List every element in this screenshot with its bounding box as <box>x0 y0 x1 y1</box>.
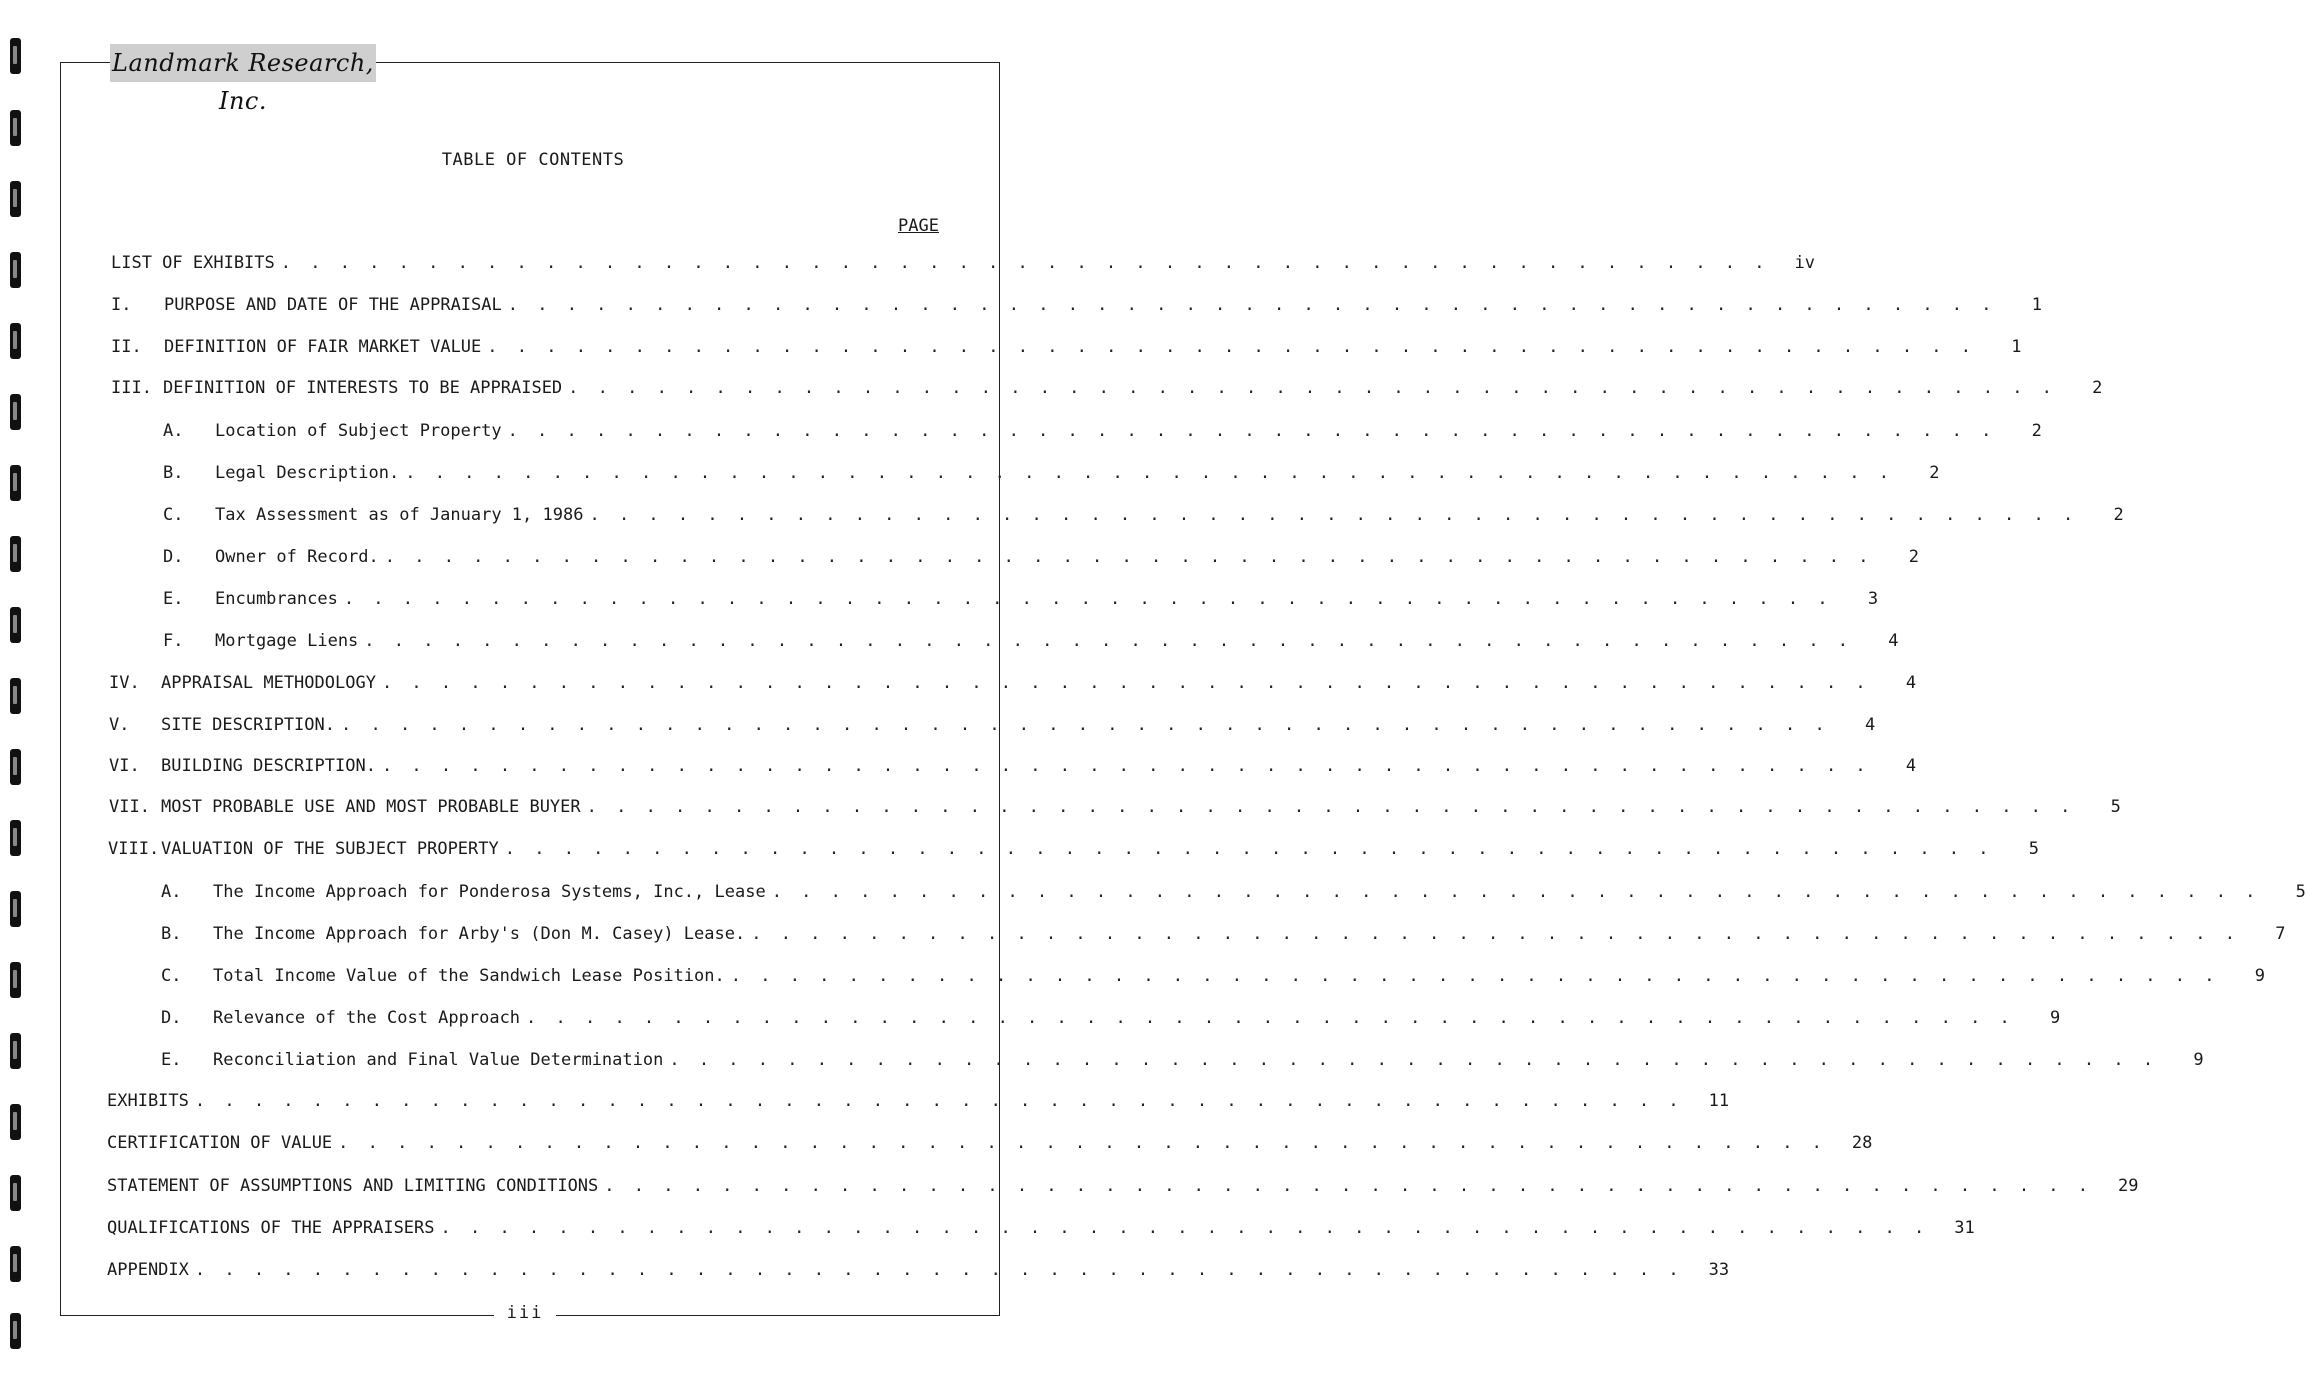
toc-entry-page: 2 <box>2113 505 2124 525</box>
toc-subentry <box>161 924 2286 950</box>
toc-entry <box>107 1176 2139 1202</box>
toc-entry-page: 28 <box>1851 1133 1873 1153</box>
toc-leader-dots: . . . . . . . . . . . . . . . . . . . . . . . . . . . . . . . . . . . . . . . . . . . . . . . . . . . <box>730 966 2219 986</box>
binding-hole <box>10 820 21 856</box>
toc-entry-page: 9 <box>2193 1050 2204 1070</box>
toc-entry-label: APPRAISAL METHODOLOGY <box>161 673 376 693</box>
toc-entry-number: VI. <box>109 756 140 776</box>
toc-entry <box>107 1260 1730 1286</box>
toc-leader-dots: . . . . . . . . . . . . . . . . . . . . . . . . . . . . . . . . . . . . . . . . . . . . . . . . . . . <box>586 797 2075 817</box>
toc-leader-dots: . . . . . . . . . . . . . . . . . . . . . . . . . . . . . . . . . . . . . . . . . . . . . . . . . . . <box>526 1008 2015 1028</box>
toc-entry <box>109 715 1876 741</box>
toc-leader-dots: . . . . . . . . . . . . . . . . . . . . . . . . . . . . . . . . . . . . . . . . . . . . . . . . . . . <box>194 1091 1684 1111</box>
toc-entry-page: 7 <box>2275 924 2286 944</box>
toc-entry-number: B. <box>163 463 184 483</box>
toc-subentry <box>163 631 1899 657</box>
toc-leader-dots: . . . . . . . . . . . . . . . . . . . . . . . . . . . . . . . . . . . . . . . . . . . . . . . . . . . <box>381 756 1871 776</box>
toc-entry-page: 3 <box>1867 589 1879 609</box>
toc-entry <box>111 295 2042 321</box>
toc-entry-number: C. <box>163 505 184 525</box>
company-logo: Landmark Research, Inc. <box>110 44 376 82</box>
binding-hole <box>10 38 21 74</box>
toc-entry <box>111 253 1815 279</box>
toc-entry-number: I. <box>111 295 132 315</box>
toc-entry-number: III. <box>111 378 152 398</box>
binding-holes <box>10 0 24 1380</box>
toc-leader-dots: . . . . . . . . . . . . . . . . . . . . . . . . . . . . . . . . . . . . . . . . . . . . . . . . . . . <box>364 631 1853 651</box>
toc-entry-label: LIST OF EXHIBITS <box>111 253 275 273</box>
toc-leader-dots: . . . . . . . . . . . . . . . . . . . . . . . . . . . . . . . . . . . . . . . . . . . . . . . . . . . <box>194 1260 1684 1280</box>
toc-leader-dots: . . . . . . . . . . . . . . . . . . . . . . . . . . . . . . . . . . . . . . . . . . . . . . . . . . . <box>507 295 1996 315</box>
toc-leader-dots: . . . . . . . . . . . . . . . . . . . . . . . . . . . . . . . . . . . . . . . . . . . . . . . . . . . <box>589 505 2078 525</box>
toc-entry-number: D. <box>161 1008 182 1028</box>
toc-entry <box>107 1091 1730 1117</box>
toc-entry-label: Relevance of the Cost Approach <box>213 1008 521 1028</box>
toc-subentry <box>163 463 1940 489</box>
binding-hole <box>10 536 21 572</box>
toc-entry-label: Mortgage Liens <box>215 631 359 651</box>
binding-hole <box>10 749 21 785</box>
binding-hole <box>10 110 21 146</box>
toc-leader-dots: . . . . . . . . . . . . . . . . . . . . . . . . . . . . . . . . . . . . . . . . . . . . . . . . . . . <box>568 378 2057 398</box>
toc-entry-page: iv <box>1794 253 1815 273</box>
toc-entry-page: 4 <box>1864 715 1876 735</box>
toc-entry-label: Reconciliation and Final Value Determination <box>213 1050 664 1070</box>
toc-leader-dots: . . . . . . . . . . . . . . . . . . . . . . . . . . . . . . . . . . . . . . . . . . . . . . . . . . . <box>280 253 1769 273</box>
toc-leader-dots: . . . . . . . . . . . . . . . . . . . . . . . . . . . . . . . . . . . . . . . . . . . . . . . . . . . <box>338 1133 1827 1153</box>
toc-entry-number: V. <box>109 715 130 735</box>
toc-entry-number: VII. <box>109 797 150 817</box>
toc-entry-number: A. <box>163 421 184 441</box>
toc-leader-dots: . . . . . . . . . . . . . . . . . . . . . . . . . . . . . . . . . . . . . . . . . . . . . . . . . . . <box>604 1176 2093 1196</box>
binding-hole <box>10 323 21 359</box>
toc-entry-label: The Income Approach for Ponderosa Systems, Inc., Lease <box>213 882 766 902</box>
binding-hole <box>10 394 21 430</box>
toc-leader-dots: . . . . . . . . . . . . . . . . . . . . . . . . . . . . . . . . . . . . . . . . . . . . . . . . . . . <box>507 421 1996 441</box>
binding-hole <box>10 252 21 288</box>
toc-entry-number: B. <box>161 924 182 944</box>
toc-entry <box>108 839 2039 865</box>
toc-entry-page: 4 <box>1905 673 1917 693</box>
toc-leader-dots: . . . . . . . . . . . . . . . . . . . . . . . . . . . . . . . . . . . . . . . . . . . . . . . . . . . <box>487 337 1976 357</box>
toc-entry-page: 4 <box>1888 631 1899 651</box>
toc-entry-number: F. <box>163 631 184 651</box>
toc-entry-label: VALUATION OF THE SUBJECT PROPERTY <box>161 839 499 859</box>
toc-subentry <box>161 882 2306 908</box>
page-title: TABLE OF CONTENTS <box>441 150 625 170</box>
toc-entry-number: IV. <box>109 673 140 693</box>
toc-leader-dots: . . . . . . . . . . . . . . . . . . . . . . . . . . . . . . . . . . . . . . . . . . . . . . . . . . . <box>669 1050 2158 1070</box>
toc-entry <box>111 337 2022 363</box>
page-column-header: PAGE <box>898 216 939 236</box>
binding-hole <box>10 1033 21 1069</box>
toc-subentry <box>161 1050 2204 1076</box>
toc-entry-page: 2 <box>2031 421 2042 441</box>
toc-entry-page: 31 <box>1954 1218 1975 1238</box>
toc-leader-dots: . . . . . . . . . . . . . . . . . . . . . . . . . . . . . . . . . . . . . . . . . . . . . . . . . . . <box>384 547 1873 567</box>
toc-entry-label: QUALIFICATIONS OF THE APPRAISERS <box>107 1218 435 1238</box>
toc-entry-page: 2 <box>1908 547 1919 567</box>
toc-entry-label: STATEMENT OF ASSUMPTIONS AND LIMITING CONDITIONS <box>107 1176 599 1196</box>
toc-subentry <box>161 1008 2061 1034</box>
toc-entry-page: 5 <box>2295 882 2306 902</box>
toc-entry-label: DEFINITION OF INTERESTS TO BE APPRAISED <box>163 378 563 398</box>
toc-entry-label: EXHIBITS <box>107 1091 189 1111</box>
binding-hole <box>10 1175 21 1211</box>
toc-leader-dots: . . . . . . . . . . . . . . . . . . . . . . . . . . . . . . . . . . . . . . . . . . . . . . . . . . . <box>504 839 1993 859</box>
toc-subentry <box>163 589 1879 615</box>
toc-entry-page: 1 <box>2031 295 2042 315</box>
toc-entry-page: 5 <box>2028 839 2039 859</box>
toc-entry-label: Total Income Value of the Sandwich Lease Position. <box>213 966 725 986</box>
toc-entry <box>107 1218 1975 1244</box>
toc-entry-page: 4 <box>1905 756 1917 776</box>
toc-entry-label: PURPOSE AND DATE OF THE APPRAISAL <box>164 295 502 315</box>
toc-entry-label: Tax Assessment as of January 1, 1986 <box>215 505 584 525</box>
toc-entry <box>111 378 2103 404</box>
toc-entry-label: BUILDING DESCRIPTION. <box>161 756 376 776</box>
toc-leader-dots: . . . . . . . . . . . . . . . . . . . . . . . . . . . . . . . . . . . . . . . . . . . . . . . . . . . <box>341 715 1830 735</box>
toc-entry-page: 5 <box>2110 797 2121 817</box>
toc-entry <box>109 797 2121 823</box>
binding-hole <box>10 678 21 714</box>
toc-entry <box>107 1133 1873 1159</box>
toc-entry-page: 29 <box>2118 1176 2139 1196</box>
toc-entry <box>109 756 1917 782</box>
toc-entry-label: Legal Description. <box>215 463 400 483</box>
toc-entry-page: 33 <box>1708 1260 1730 1280</box>
toc-entry-page: 9 <box>2050 1008 2061 1028</box>
toc-leader-dots: . . . . . . . . . . . . . . . . . . . . . . . . . . . . . . . . . . . . . . . . . . . . . . . . . . . <box>405 463 1894 483</box>
toc-entry <box>109 673 1917 699</box>
toc-entry-page: 11 <box>1708 1091 1730 1111</box>
toc-entry-number: VIII. <box>108 839 160 859</box>
toc-entry-number: C. <box>161 966 182 986</box>
toc-entry-page: 2 <box>1929 463 1940 483</box>
toc-subentry <box>163 547 1919 573</box>
toc-entry-number: E. <box>163 589 184 609</box>
toc-entry-page: 9 <box>2254 966 2265 986</box>
toc-entry-number: E. <box>161 1050 182 1070</box>
toc-entry-number: II. <box>111 337 142 357</box>
binding-hole <box>10 891 21 927</box>
toc-entry-label: Location of Subject Property <box>215 421 502 441</box>
toc-entry-label: Encumbrances <box>215 589 338 609</box>
binding-hole <box>10 962 21 998</box>
toc-entry-label: CERTIFICATION OF VALUE <box>107 1133 333 1153</box>
binding-hole <box>10 607 21 643</box>
binding-hole <box>10 1104 21 1140</box>
toc-leader-dots: . . . . . . . . . . . . . . . . . . . . . . . . . . . . . . . . . . . . . . . . . . . . . . . . . . . <box>440 1218 1929 1238</box>
toc-subentry <box>161 966 2265 992</box>
toc-entry-label: MOST PROBABLE USE AND MOST PROBABLE BUYER <box>161 797 581 817</box>
toc-leader-dots: . . . . . . . . . . . . . . . . . . . . . . . . . . . . . . . . . . . . . . . . . . . . . . . . . . . <box>751 924 2240 944</box>
toc-leader-dots: . . . . . . . . . . . . . . . . . . . . . . . . . . . . . . . . . . . . . . . . . . . . . . . . . . . <box>343 589 1833 609</box>
toc-entry-label: SITE DESCRIPTION. <box>161 715 335 735</box>
binding-hole <box>10 465 21 501</box>
toc-entry-number: A. <box>161 882 182 902</box>
toc-entry-label: The Income Approach for Arby's (Don M. Casey) Lease. <box>213 924 746 944</box>
toc-entry-label: DEFINITION OF FAIR MARKET VALUE <box>164 337 482 357</box>
toc-subentry <box>163 505 2124 531</box>
page-number: iii <box>494 1303 556 1327</box>
binding-hole <box>10 1313 21 1349</box>
binding-hole <box>10 181 21 217</box>
toc-entry-label: APPENDIX <box>107 1260 189 1280</box>
binding-hole <box>10 1246 21 1282</box>
toc-entry-page: 1 <box>2011 337 2022 357</box>
toc-subentry <box>163 421 2042 447</box>
toc-leader-dots: . . . . . . . . . . . . . . . . . . . . . . . . . . . . . . . . . . . . . . . . . . . . . . . . . . . <box>771 882 2260 902</box>
toc-entry-number: D. <box>163 547 184 567</box>
toc-entry-page: 2 <box>2092 378 2103 398</box>
toc-leader-dots: . . . . . . . . . . . . . . . . . . . . . . . . . . . . . . . . . . . . . . . . . . . . . . . . . . . <box>381 673 1871 693</box>
toc-entry-label: Owner of Record. <box>215 547 379 567</box>
